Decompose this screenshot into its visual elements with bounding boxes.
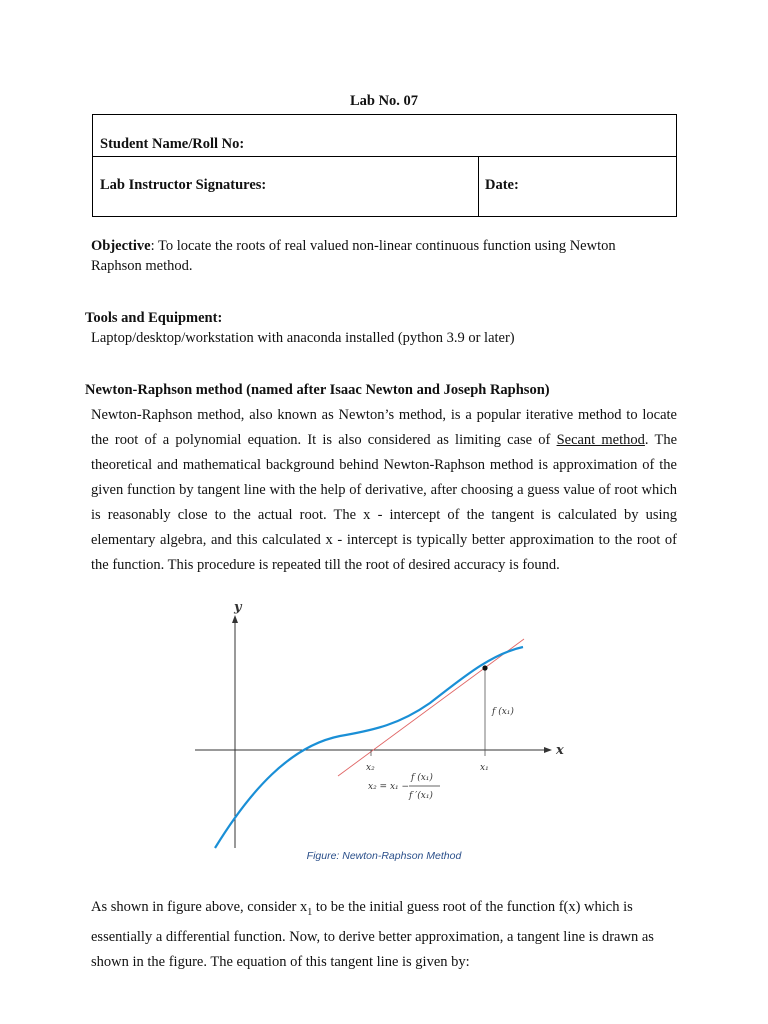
x1-subscript: 1 <box>307 906 313 918</box>
tools-text: Laptop/desktop/workstation with anaconda installed (python 3.9 or later) <box>91 330 515 346</box>
cell-divider <box>478 156 479 216</box>
function-curve <box>215 647 523 848</box>
newton-raphson-heading: Newton-Raphson method (named after Isaac Newton and Joseph Raphson) <box>85 382 550 398</box>
x2-label: x₂ <box>366 763 375 773</box>
x-axis-label: x <box>556 743 564 758</box>
secant-method-link[interactable]: Secant method <box>556 432 645 448</box>
newton-raphson-paragraph <box>91 403 677 578</box>
x-axis-arrow-icon <box>544 747 552 753</box>
tools-heading: Tools and Equipment: <box>85 310 223 326</box>
tangent-point <box>482 665 487 670</box>
student-name-label: Student Name/Roll No: <box>100 136 245 152</box>
student-row <box>93 115 676 157</box>
date-label: Date: <box>485 177 519 193</box>
formula-numerator: f (x₁) <box>411 773 433 783</box>
objective-paragraph <box>91 236 661 276</box>
bottom-paragraph <box>91 895 681 975</box>
objective-label: Objective <box>91 238 151 254</box>
figure-svg <box>190 596 580 856</box>
lab-title: Lab No. 07 <box>349 93 419 109</box>
instructor-row <box>93 156 676 216</box>
newton-raphson-figure <box>190 596 580 856</box>
formula-lhs: x₂ = x₁ − <box>368 782 410 792</box>
objective-text: : To locate the roots of real valued non-linear continuous function using Newton Raphson method. <box>91 238 616 274</box>
y-axis-label: y <box>234 600 242 615</box>
x1-label: x₁ <box>480 763 489 773</box>
y-axis-arrow-icon <box>232 615 238 623</box>
bottom-text-part2: to be the initial guess root of the function f(x) which is essentially a differential function. Now, to derive better approximation, a tangent line is drawn as shown in the figure. The equation of this tangent line is given by: <box>91 899 654 970</box>
nr-text-part1: Newton-Raphson method, also known as Newton’s method, is a popular iterative method to locate the root of a polynomial equation. It is also considered as limiting case of <box>91 407 677 448</box>
instructor-signature-label: Lab Instructor Signatures: <box>100 177 267 193</box>
bottom-text-part1: As shown in figure above, consider x <box>91 899 308 915</box>
figure-caption: Figure: Newton-Raphson Method <box>306 850 462 862</box>
student-info-table <box>92 114 677 217</box>
formula-denominator: f ′(x₁) <box>409 791 433 801</box>
fx1-label: f (x₁) <box>492 707 514 717</box>
nr-text-part2: . The theoretical and mathematical background behind Newton-Raphson method is approximation of the given function by tangent line with the help of derivative, after choosing a guess value of root which is reasonably close to the actual root. The x - intercept of the tangent is calculated by using elementary algebra, and this calculated x - intercept is typically better approximation to the root of the function. This procedure is repeated till the root of desired accuracy is found. <box>91 432 678 573</box>
